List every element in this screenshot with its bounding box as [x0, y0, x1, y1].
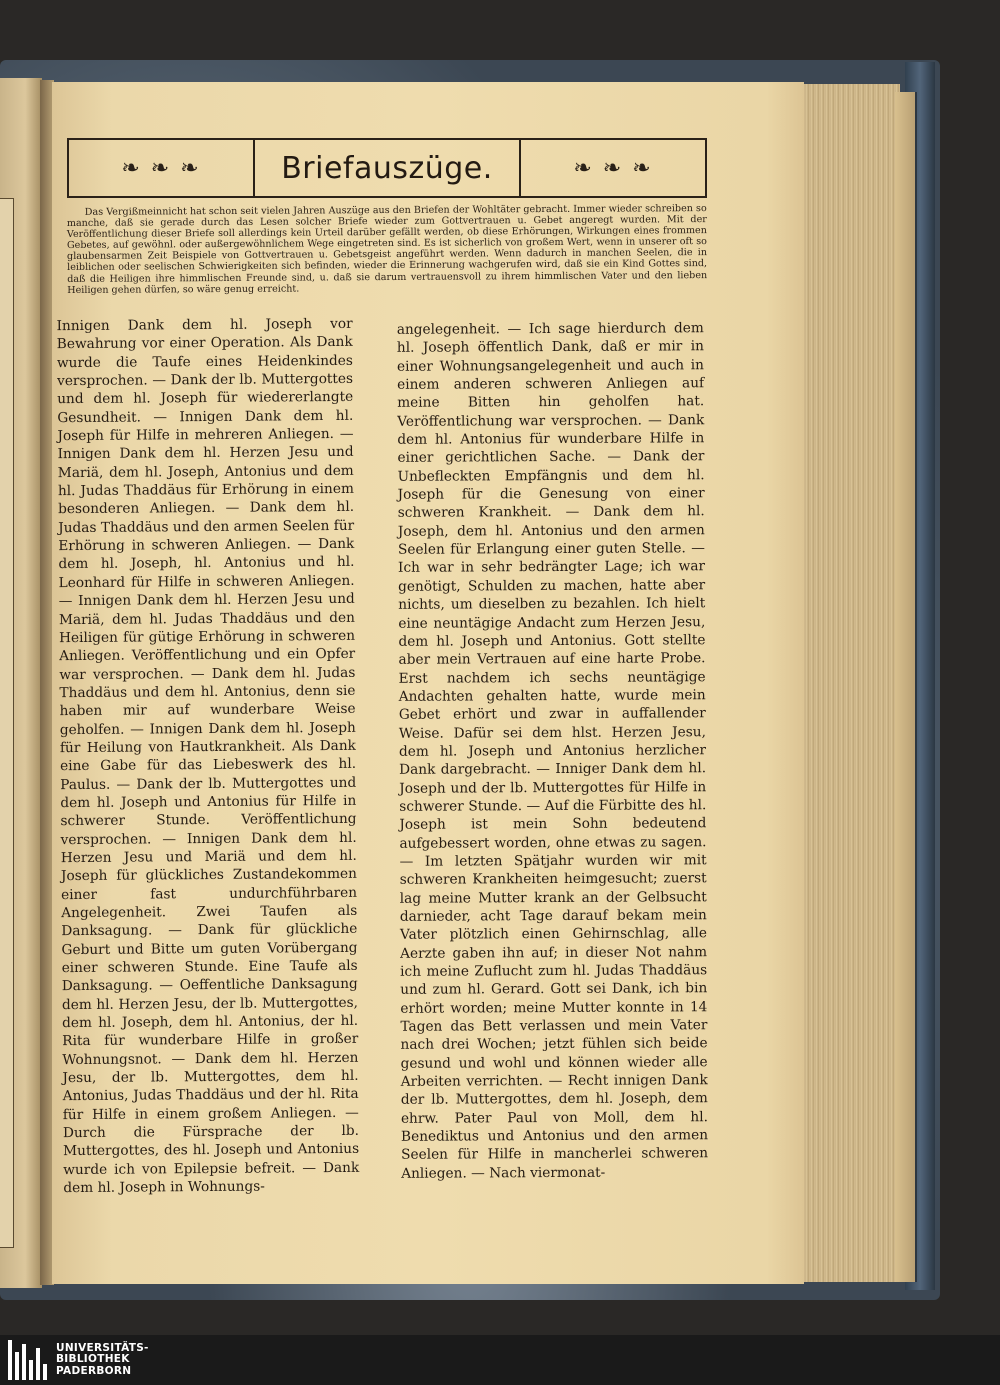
- book-cover-edge: [895, 92, 917, 1282]
- text-column-left: [57, 315, 360, 1198]
- column-right-text: angelegenheit. — Ich sage hierdurch dem hl. Joseph öffentlich Dank, daß er mir in einer Wohnungsangelegenheit und auch in einem anderen schweren Anliegen auf meine Bitten hin geholfen hat. Veröffentlichung war versprochen. — Dank dem hl. Antonius für wunderbare Hilfe in einer gerichtlichen Sache. — Dank der Unbefleckten Empfängnis und dem hl. Joseph für die Genesung von einer schweren Krankheit. — Dank dem hl. Joseph, dem hl. Antonius und den armen Seelen für Erlangung einer guten Stelle. — Ich war in sehr bedrängter Lage; ich war genötigt, Schulden zu machen, hatte aber nichts, um dieselben zu bezahlen. Ich hielt eine neuntägige Andacht zum Herzen Jesu, dem hl. Joseph und Antonius. Gott stellte aber mein Vertrauen auf eine harte Probe. Erst nachdem ich sechs neuntägige Andachten gehalten hatte, wurde mein Gebet erhört und zwar in auffallender Weise. Dafür sei dem hlst. Herzen Jesu, dem hl. Joseph und Antonius herzlicher Dank dargebracht. — Inniger Dank dem hl. Joseph und der lb. Muttergottes für Hilfe in schwerer Stunde. — Auf die Fürbitte des hl. Joseph ist mein Sohn bedeutend aufgebessert worden, ohne etwas zu sagen. — Im letzten Spätjahr wurden wir mit schweren Krankheiten heimgesucht; zuerst lag meine Mutter krank an der Gelbsucht darnieder, acht Tage darauf bekam mein Vater plötzlich einen Gehirnschlag, alle Aerzte gaben ihn auf; in dieser Not nahm ich meine Zuflucht zum hl. Judas Thaddäus und zum hl. Gerard. Gott sei Dank, ich bin erhört worden; meine Mutter konnte in 14 Tagen das Bett verlassen und mein Vater nach drei Wochen; jetzt fühlen sich beide gesund und wohl und können wieder alle Arbeiten verrichten. — Recht innigen Dank der lb. Muttergottes, dem hl. Joseph, dem ehrw. Pater Paul von Moll, dem hl. Benediktus und Antonius und den armen Seelen für Hilfe in mancherlei schweren Anliegen. — Nach viermonat-: [396, 320, 709, 1182]
- intro-paragraph: Das Vergißmeinnicht hat schon seit vielen Jahren Auszüge aus den Briefen der Wohltäter gebracht. Immer wieder schreiben so manche, daß sie gerade durch das Lesen solcher Briefe wieder zum Gottvertrauen u. Gebet angeregt wurden. Mit der Veröffentlichung dieser Briefe soll allerdings kein Urteil darüber gefällt werden, ob diese Erhörungen, Wirkungen eines frommen Gebetes, auf gewöhnl. oder außergewöhnlichem Wege eingetreten sind. Es ist sicherlich von großem Wert, wenn in unserer oft so glaubensarmen Zeit Beispiele von Gottvertrauen u. Gebetsgeist angeführt werden. Wenn dadurch in manchen Seelen, die in leiblichen oder seelischen Schwierigkeiten sich befinden, wieder die Erinnerung wachgerufen wird, daß sie ein Kind Gottes sind, daß die Heiligen ihre himmlischen Freunde sind, u. daß sie darum vertrauensvoll zu ihrem himmlischen Vater und den lieben Heiligen gehen dürfen, so wäre genug erreicht.: [66, 203, 708, 296]
- library-footer: [0, 1335, 1000, 1385]
- section-header: [67, 138, 707, 198]
- page-title: Briefauszüge.: [281, 150, 493, 186]
- left-page-edge: [0, 78, 42, 1288]
- left-page-frame: [0, 198, 14, 1248]
- logo-line-1: UNIVERSITÄTS-: [56, 1341, 149, 1354]
- logo-line-2: BIBLIOTHEK: [56, 1353, 130, 1366]
- library-logo-text: [56, 1343, 149, 1378]
- column-left-text: Innigen Dank dem hl. Joseph vor Bewahrung vor einer Operation. Als Dank wurde die Taufe eines Heidenkindes versprochen. — Dank der lb. Muttergottes und dem hl. Joseph für wiedererlangte Gesundheit. — Innigen Dank dem hl. Joseph für Hilfe in mehreren Anliegen. — Innigen Dank dem hl. Herzen Jesu und Mariä, dem hl. Joseph, Antonius und dem hl. Judas Thaddäus für Erhörung in einem besonderen Anliegen. — Dank dem hl. Judas Thaddäus und den armen Seelen für Erhörung in schweren Anliegen. — Dank dem hl. Joseph, hl. Antonius und hl. Leonhard für Hilfe in schweren Anliegen. — Innigen Dank dem hl. Herzen Jesu und Mariä, dem hl. Judas Thaddäus und den Heiligen für gütige Erhörung in schweren Anliegen. Veröffentlichung und ein Opfer war versprochen. — Dank dem hl. Judas Thaddäus und dem hl. Antonius, denn sie haben mir auf wunderbare Weise geholfen. — Innigen Dank dem hl. Joseph für Heilung von Hautkrankheit. Als Dank eine Gabe für das Liebeswerk des hl. Paulus. — Dank der lb. Muttergottes und dem hl. Joseph und Antonius für Hilfe in schwerer Stunde. Veröffentlichung versprochen. — Innigen Dank dem hl. Herzen Jesu und Mariä und dem hl. Joseph für glückliches Zustandekommen einer fast undurchführbaren Angelegenheit. Zwei Taufen als Danksagung. — Dank für glückliche Geburt und Bitte um guten Vorübergang einer schweren Stunde. Eine Taufe als Danksagung. — Oeffentliche Danksagung dem hl. Herzen Jesu, der lb. Muttergottes, dem hl. Joseph, dem hl. Antonius, der hl. Rita für wunderbare Hilfe in großer Wohnungsnot. — Dank dem hl. Herzen Jesu, der lb. Muttergottes, dem hl. Antonius, Judas Thaddäus und der hl. Rita für Hilfe in einem großem Anliegen. — Durch die Fürsprache der lb. Muttergottes, des hl. Joseph und Antonius wurde ich von Epilepsie befreit. — Dank dem hl. Joseph in Wohnungs-: [56, 315, 360, 1197]
- text-column-right: [397, 319, 709, 1183]
- ornament-right-icon: ❧ ❧ ❧: [519, 140, 705, 196]
- library-logo-icon: [8, 1340, 52, 1380]
- page-stack-edges: [800, 84, 900, 1282]
- ornament-left-icon: ❧ ❧ ❧: [69, 140, 255, 196]
- logo-line-3: PADERBORN: [56, 1364, 132, 1377]
